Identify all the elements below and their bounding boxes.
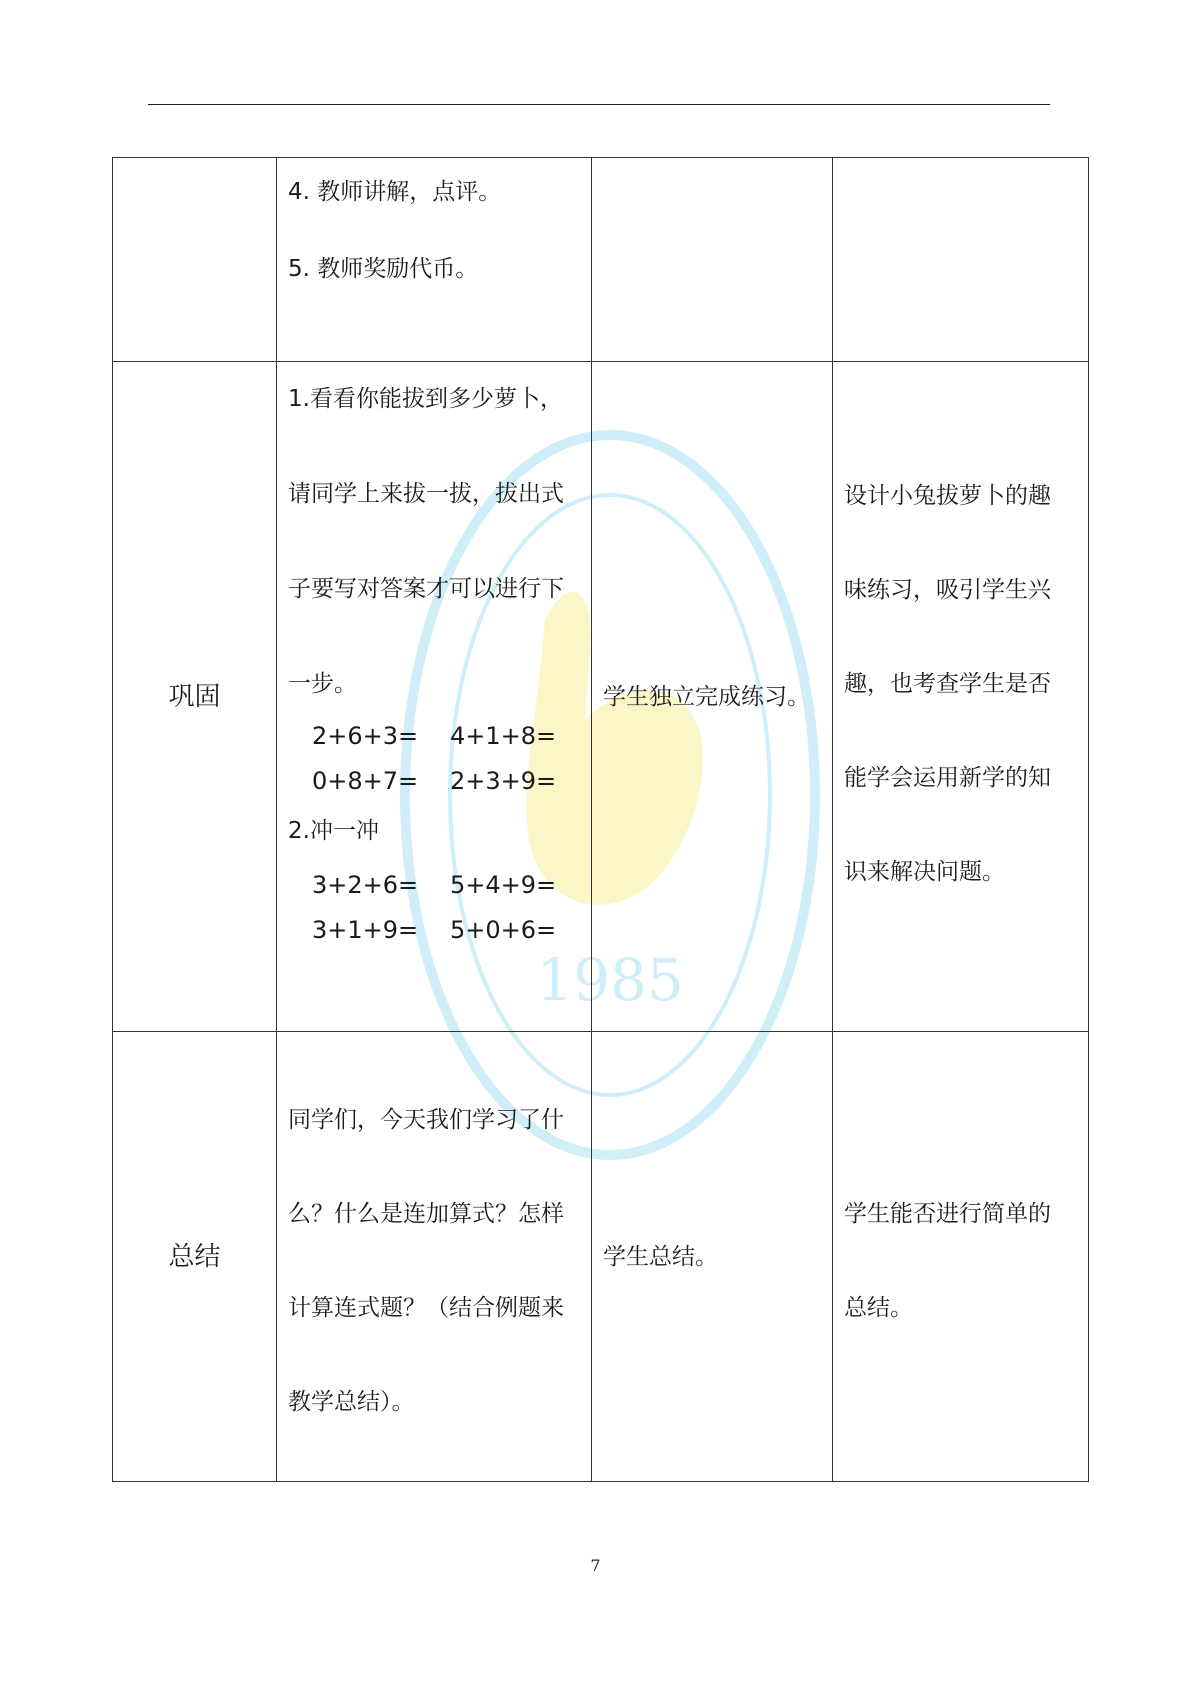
- intent-line: 味练习，吸引学生兴: [844, 577, 1051, 603]
- student-activity-text: 学生总结。: [603, 1243, 718, 1270]
- intent-line: 设计小兔拔萝卜的趣: [844, 483, 1051, 509]
- process-line: 请同学上来拔一拔，拔出式: [288, 481, 564, 507]
- equation: 2+3+9=: [450, 767, 557, 795]
- intent-line: 趣，也考查学生是否: [844, 671, 1051, 697]
- stage-cell: [113, 362, 277, 1032]
- table-row: [113, 362, 1089, 1032]
- equation-grid: [288, 721, 583, 796]
- equation-grid: [288, 870, 583, 945]
- lesson-plan-table: [112, 157, 1089, 1482]
- equation: 2+6+3=: [312, 722, 419, 750]
- design-intent-cell: [833, 362, 1089, 1032]
- process-line: 子要写对答案才可以进行下: [288, 576, 564, 602]
- part-title: 2.冲一冲: [288, 818, 379, 844]
- process-line: 一步。: [288, 671, 357, 697]
- equation: 3+1+9=: [312, 916, 419, 944]
- process-line: 计算连式题？（结合例题来: [288, 1295, 564, 1321]
- process-line: 么？什么是连加算式？怎样: [288, 1201, 564, 1227]
- process-cell: [277, 158, 592, 362]
- equation: 4+1+8=: [450, 722, 557, 750]
- process-line: 教学总结）。: [288, 1389, 415, 1415]
- page-number: 7: [590, 1556, 601, 1575]
- equation: 5+4+9=: [450, 871, 557, 899]
- process-line: 1.看看你能拔到多少萝卜，: [288, 386, 563, 412]
- process-line: 同学们，今天我们学习了什: [288, 1107, 564, 1133]
- design-intent-cell: [833, 158, 1089, 362]
- table-row: [113, 1032, 1089, 1482]
- student-activity-cell: [592, 158, 833, 362]
- process-line: 5. 教师奖励代币。: [288, 256, 479, 282]
- equation: 3+2+6=: [312, 871, 419, 899]
- table-row: [113, 158, 1089, 362]
- process-cell: [277, 1032, 592, 1482]
- intent-line: 学生能否进行简单的: [844, 1201, 1051, 1227]
- process-line: 4. 教师讲解，点评。: [288, 179, 502, 205]
- stage-label: 总结: [168, 1241, 221, 1272]
- student-activity-cell: [592, 362, 833, 1032]
- student-activity-cell: [592, 1032, 833, 1482]
- header-rule: [148, 104, 1050, 105]
- intent-line: 能学会运用新学的知: [844, 765, 1051, 791]
- student-activity-text: 学生独立完成练习。: [603, 683, 810, 710]
- intent-line: 总结。: [844, 1295, 913, 1321]
- design-intent-cell: [833, 1032, 1089, 1482]
- stage-cell: [113, 1032, 277, 1482]
- intent-line: 识来解决问题。: [844, 859, 1005, 885]
- equation: 0+8+7=: [312, 767, 419, 795]
- process-cell: [277, 362, 592, 1032]
- watermark-year: 1985: [536, 946, 684, 1014]
- stage-label: 巩固: [168, 681, 221, 712]
- stage-cell: [113, 158, 277, 362]
- equation: 5+0+6=: [450, 916, 557, 944]
